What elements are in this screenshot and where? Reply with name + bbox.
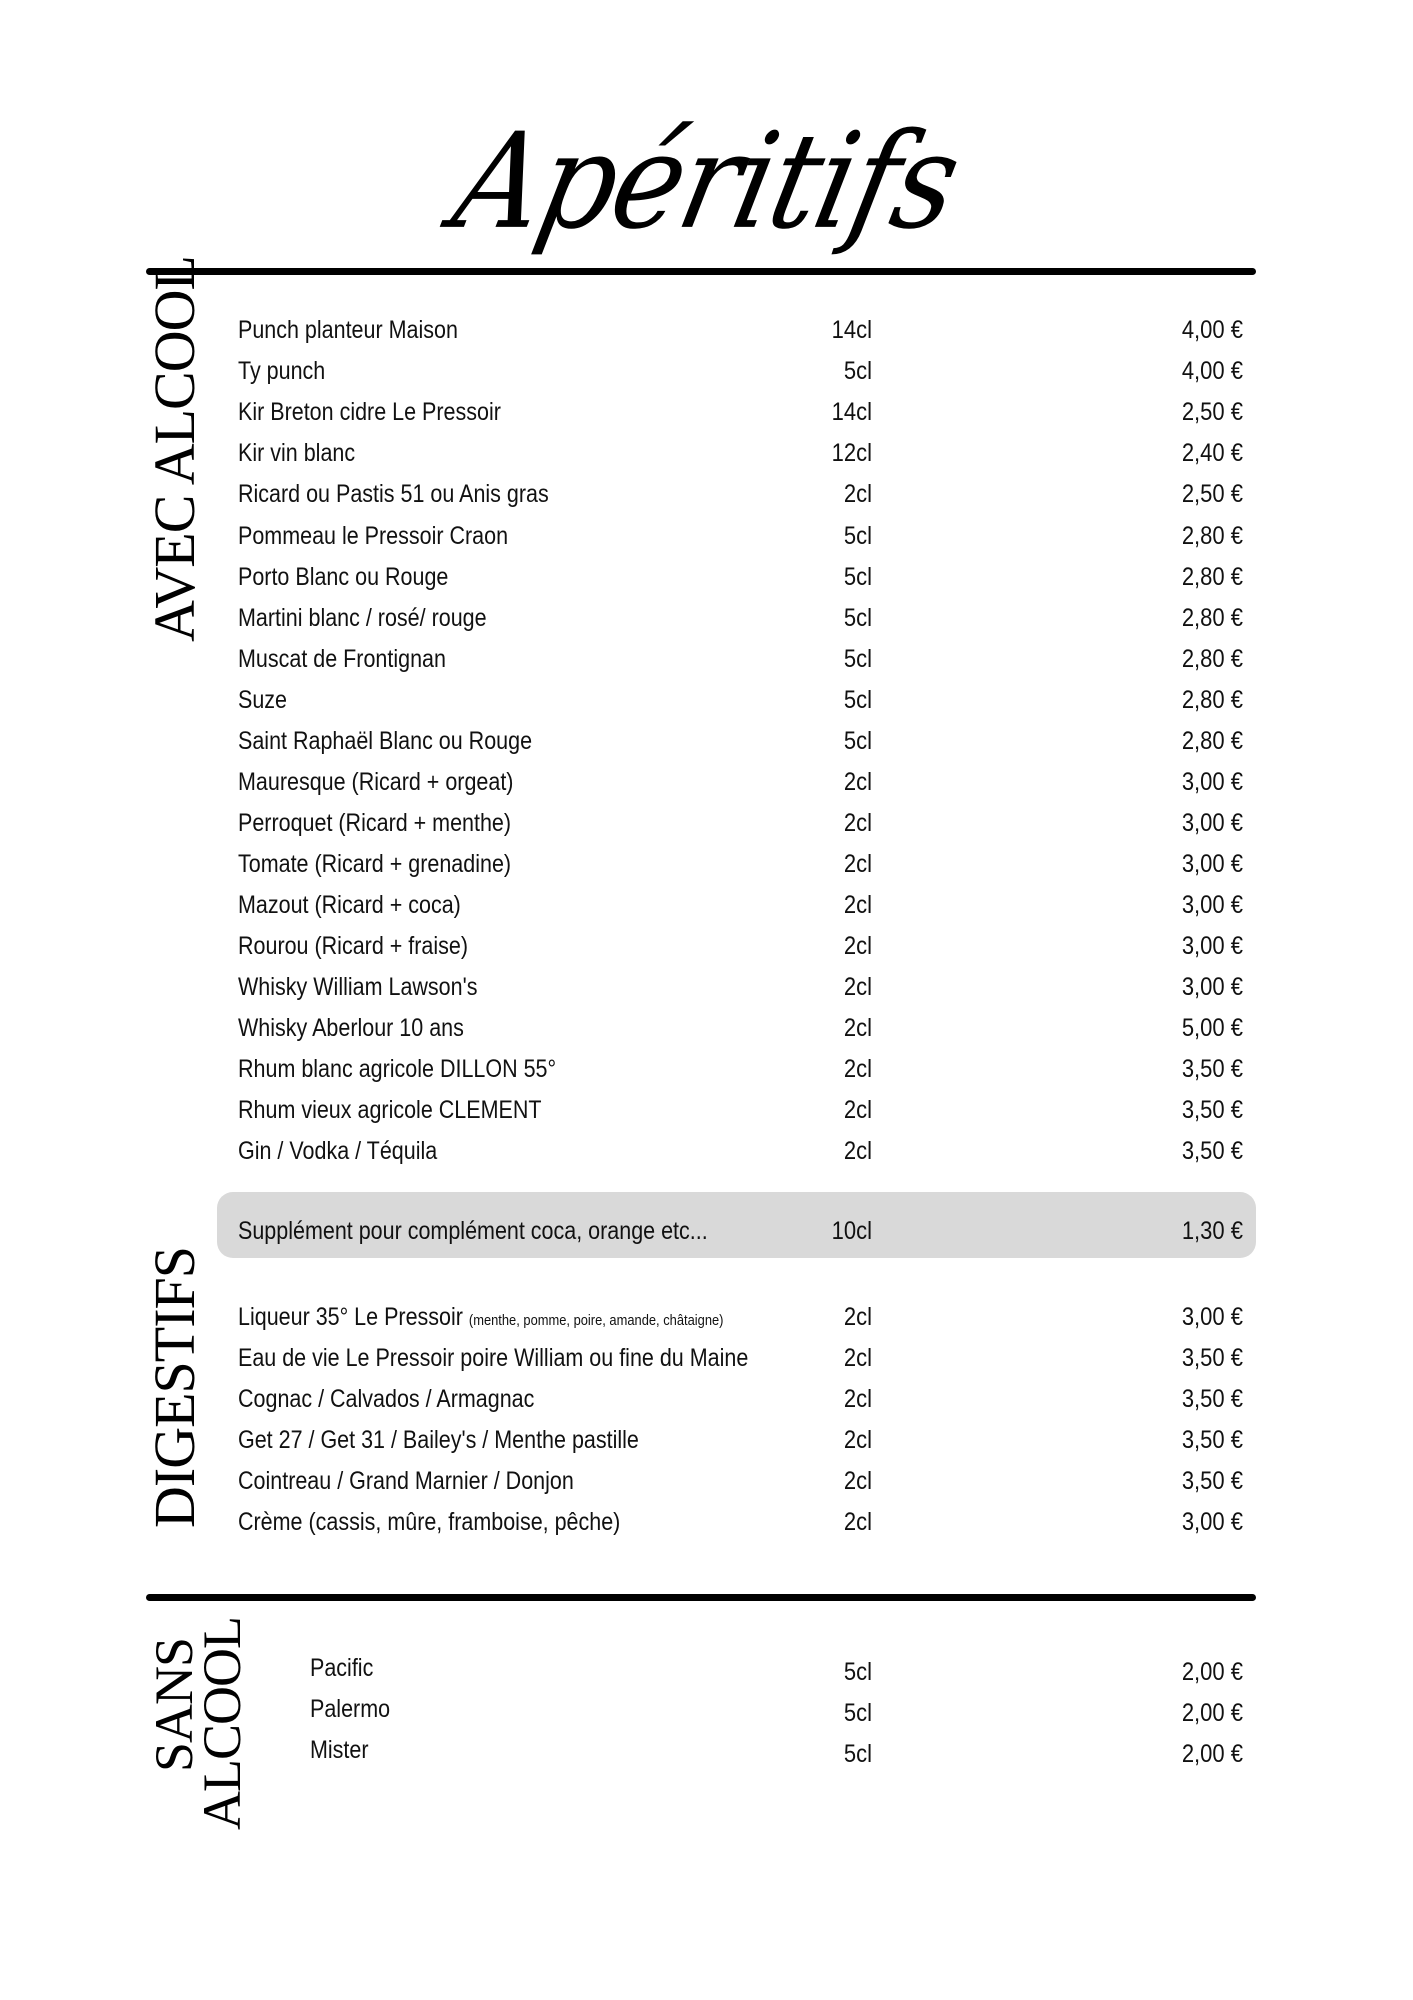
item-volume: 5cl [843, 522, 872, 550]
item-volume: 5cl [843, 645, 872, 673]
item-price: 2,80 € [1181, 563, 1243, 591]
item-volume: 2cl [843, 1014, 872, 1042]
item-price: 2,80 € [1181, 604, 1243, 632]
item-volume: 5cl [843, 686, 872, 714]
menu-item [33, 433, 1248, 473]
menu-item [33, 762, 1248, 802]
item-price: 3,50 € [1181, 1344, 1243, 1372]
section-label-alcool: ALCOOL [192, 1617, 252, 1830]
menu-item [33, 967, 1248, 1007]
item-price: 2,50 € [1181, 398, 1243, 426]
menu-item [33, 1420, 1248, 1460]
item-name: Rourou (Ricard + fraise) [238, 932, 469, 960]
item-volume: 5cl [843, 357, 872, 385]
item-name: Rhum vieux agricole CLEMENT [238, 1096, 542, 1124]
item-note: (menthe, pomme, poire, amande, châtaigne) [468, 1312, 724, 1329]
menu-item [33, 1090, 1248, 1130]
item-price: 4,00 € [1181, 316, 1243, 344]
item-name: Cointreau / Grand Marnier / Donjon [238, 1467, 574, 1495]
menu-item [33, 803, 1248, 843]
item-volume: 2cl [843, 809, 872, 837]
item-price: 3,00 € [1181, 1508, 1243, 1536]
item-name: Eau de vie Le Pressoir poire William ou fine du Maine [238, 1344, 749, 1372]
item-name: Punch planteur Maison [238, 316, 458, 344]
item-name: Cognac / Calvados / Armagnac [238, 1385, 535, 1413]
section-label-digestifs: DIGESTIFS [142, 1246, 207, 1528]
item-volume: 14cl [831, 316, 872, 344]
item-name [238, 1297, 723, 1341]
item-volume: 2cl [843, 1137, 872, 1165]
menu-item [33, 351, 1248, 391]
item-volume: 2cl [843, 1426, 872, 1454]
item-name: Mister [310, 1736, 369, 1764]
item-volume: 12cl [831, 439, 872, 467]
item-volume: 5cl [843, 727, 872, 755]
menu-item [33, 1338, 1248, 1378]
item-price: 2,00 € [1181, 1658, 1243, 1686]
item-volume: 2cl [843, 1344, 872, 1372]
menu-item [33, 1131, 1248, 1171]
menu-item [43, 1689, 1258, 1729]
menu-item [33, 1049, 1248, 1089]
menu-item [33, 639, 1248, 679]
section-label-avec-alcool: AVEC ALCOOL [142, 256, 207, 642]
item-name: Martini blanc / rosé/ rouge [238, 604, 487, 632]
item-price: 3,00 € [1181, 891, 1243, 919]
supplement-name: Supplément pour complément coca, orange etc... [238, 1217, 708, 1245]
item-name: Gin / Vodka / Téquila [238, 1137, 438, 1165]
item-price: 2,80 € [1181, 686, 1243, 714]
item-name: Tomate (Ricard + grenadine) [238, 850, 512, 878]
page-title: Apéritifs [442, 103, 971, 259]
item-volume: 2cl [843, 932, 872, 960]
item-price: 2,40 € [1181, 439, 1243, 467]
item-price: 5,00 € [1181, 1014, 1243, 1042]
item-name: Saint Raphaël Blanc ou Rouge [238, 727, 533, 755]
item-name-main: Liqueur 35° Le Pressoir [238, 1303, 463, 1331]
menu-item [33, 844, 1248, 884]
item-volume: 2cl [843, 973, 872, 1001]
item-name: Whisky William Lawson's [238, 973, 478, 1001]
item-price: 2,00 € [1181, 1740, 1243, 1768]
menu-item [33, 1502, 1248, 1542]
item-price: 3,50 € [1181, 1426, 1243, 1454]
menu-item [33, 885, 1248, 925]
menu-item [33, 1379, 1248, 1419]
item-volume: 2cl [843, 891, 872, 919]
menu-item [33, 474, 1248, 514]
item-price: 3,00 € [1181, 1303, 1243, 1331]
item-price: 3,00 € [1181, 768, 1243, 796]
item-price: 3,50 € [1181, 1385, 1243, 1413]
section-divider [146, 1594, 1256, 1601]
item-volume: 2cl [843, 768, 872, 796]
menu-item [33, 516, 1248, 556]
item-price: 2,00 € [1181, 1699, 1243, 1727]
item-price: 3,00 € [1181, 932, 1243, 960]
item-price: 3,00 € [1181, 809, 1243, 837]
item-price: 4,00 € [1181, 357, 1243, 385]
menu-item [43, 1648, 1258, 1688]
menu-item [33, 557, 1248, 597]
item-volume: 2cl [843, 850, 872, 878]
item-price: 3,00 € [1181, 850, 1243, 878]
menu-item [33, 392, 1248, 432]
item-name: Muscat de Frontignan [238, 645, 446, 673]
item-name: Kir vin blanc [238, 439, 356, 467]
item-price: 2,80 € [1181, 727, 1243, 755]
item-price: 2,50 € [1181, 480, 1243, 508]
item-name: Ricard ou Pastis 51 ou Anis gras [238, 480, 549, 508]
item-price: 3,00 € [1181, 973, 1243, 1001]
supplement-volume: 10cl [831, 1217, 872, 1245]
menu-item [33, 680, 1248, 720]
item-volume: 2cl [843, 1055, 872, 1083]
item-name: Palermo [310, 1695, 391, 1723]
supplement-price: 1,30 € [1181, 1217, 1243, 1245]
item-name: Mauresque (Ricard + orgeat) [238, 768, 514, 796]
section-label-sans: SANS [144, 1637, 204, 1772]
item-name: Pacific [310, 1654, 374, 1682]
item-name: Get 27 / Get 31 / Bailey's / Menthe pastille [238, 1426, 639, 1454]
item-name: Mazout (Ricard + coca) [238, 891, 461, 919]
item-price: 2,80 € [1181, 522, 1243, 550]
item-volume: 5cl [843, 1658, 872, 1686]
item-volume: 2cl [843, 1508, 872, 1536]
item-name: Perroquet (Ricard + menthe) [238, 809, 512, 837]
menu-item [33, 598, 1248, 638]
item-price: 3,50 € [1181, 1137, 1243, 1165]
item-volume: 14cl [831, 398, 872, 426]
item-volume: 2cl [843, 1303, 872, 1331]
menu-item [33, 721, 1248, 761]
item-volume: 2cl [843, 480, 872, 508]
menu-item [33, 1461, 1248, 1501]
item-name: Porto Blanc ou Rouge [238, 563, 449, 591]
menu-item [43, 1730, 1258, 1770]
item-price: 3,50 € [1181, 1467, 1243, 1495]
item-name: Whisky Aberlour 10 ans [238, 1014, 464, 1042]
item-name: Ty punch [238, 357, 326, 385]
item-name: Kir Breton cidre Le Pressoir [238, 398, 501, 426]
item-price: 3,50 € [1181, 1096, 1243, 1124]
item-volume: 2cl [843, 1385, 872, 1413]
menu-item [33, 1008, 1248, 1048]
menu-item [33, 926, 1248, 966]
top-divider [146, 268, 1256, 275]
item-name: Crème (cassis, mûre, framboise, pêche) [238, 1508, 621, 1536]
item-name: Suze [238, 686, 288, 714]
item-volume: 5cl [843, 604, 872, 632]
item-volume: 2cl [843, 1467, 872, 1495]
menu-item [33, 310, 1248, 350]
item-name: Rhum blanc agricole DILLON 55° [238, 1055, 557, 1083]
item-price: 3,50 € [1181, 1055, 1243, 1083]
item-name: Pommeau le Pressoir Craon [238, 522, 509, 550]
item-price: 2,80 € [1181, 645, 1243, 673]
menu-item [33, 1297, 1248, 1337]
item-volume: 5cl [843, 563, 872, 591]
item-volume: 5cl [843, 1699, 872, 1727]
supplement-row [33, 1211, 1248, 1251]
item-volume: 2cl [843, 1096, 872, 1124]
item-volume: 5cl [843, 1740, 872, 1768]
